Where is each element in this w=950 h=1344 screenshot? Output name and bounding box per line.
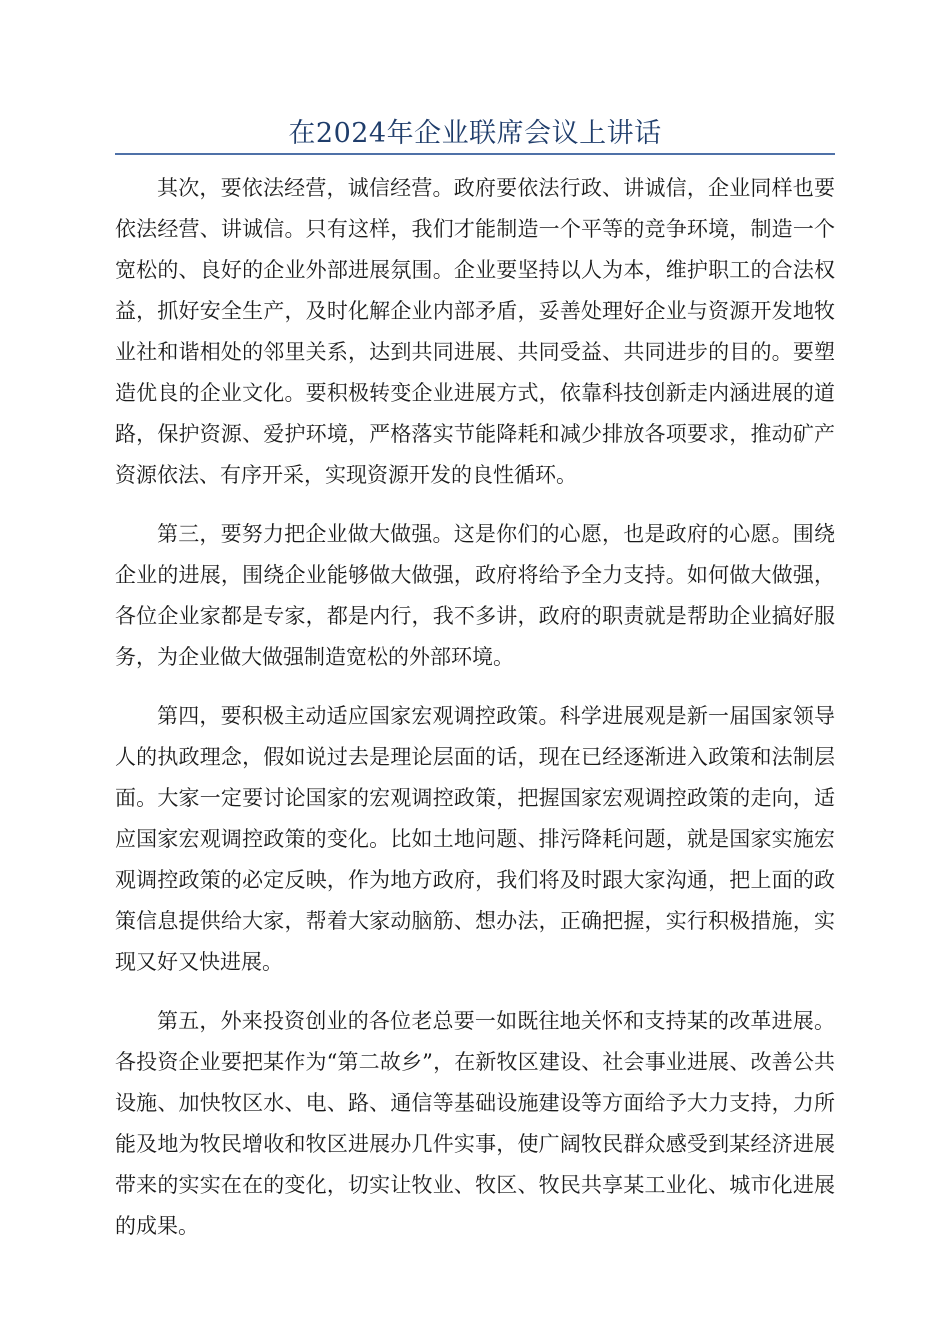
paragraph-1: 其次，要依法经营，诚信经营。政府要依法行政、讲诚信，企业同样也要依法经营、讲诚信。只有这样，我们才能制造一个平等的竞争环境，制造一个宽松的、良好的企业外部进展氛围。企业要坚持以人为本，维护职工的合法权益，抓好安全生产，及时化解企业内部矛盾，妥善处理好企业与资源开发地牧业社和谐相处的邻里关系，达到共同进展、共同受益、共同进步的目的。要塑造优良的企业文化。要积极转变企业进展方式，依靠科技创新走内涵进展的道路，保护资源、爱护环境，严格落实节能降耗和减少排放各项要求，推动矿产资源依法、有序开采，实现资源开发的良性循环。	[115, 176, 835, 487]
document-title: 在2024年企业联席会议上讲话	[288, 118, 662, 149]
paragraph-4: 第五，外来投资创业的各位老总要一如既往地关怀和支持某的改革进展。各投资企业要把某作为“第二故乡”，在新牧区建设、社会事业进展、改善公共设施、加快牧区水、电、路、通信等基础设施建设等方面给予大力支持，力所能及地为牧民增收和牧区进展办几件实事，使广阔牧民群众感受到某经济进展带来的实实在在的变化，切实让牧业、牧区、牧民共享某工业化、城市化进展的成果。	[115, 1009, 835, 1238]
paragraph-3: 第四，要积极主动适应国家宏观调控政策。科学进展观是新一届国家领导人的执政理念，假如说过去是理论层面的话，现在已经逐渐进入政策和法制层面。大家一定要讨论国家的宏观调控政策，把握国家宏观调控政策的走向，适应国家宏观调控政策的变化。比如土地问题、排污降耗问题，就是国家实施宏观调控政策的必定反映，作为地方政府，我们将及时跟大家沟通，把上面的政策信息提供给大家，帮着大家动脑筋、想办法，正确把握，实行积极措施，实现又好又快进展。	[115, 704, 835, 974]
paragraph-2: 第三，要努力把企业做大做强。这是你们的心愿，也是政府的心愿。围绕企业的进展，围绕企业能够做大做强，政府将给予全力支持。如何做大做强，各位企业家都是专家，都是内行，我不多讲，政府的职责就是帮助企业搞好服务，为企业做大做强制造宽松的外部环境。	[115, 522, 835, 669]
title-underline	[115, 153, 835, 155]
document-body	[115, 168, 835, 1265]
